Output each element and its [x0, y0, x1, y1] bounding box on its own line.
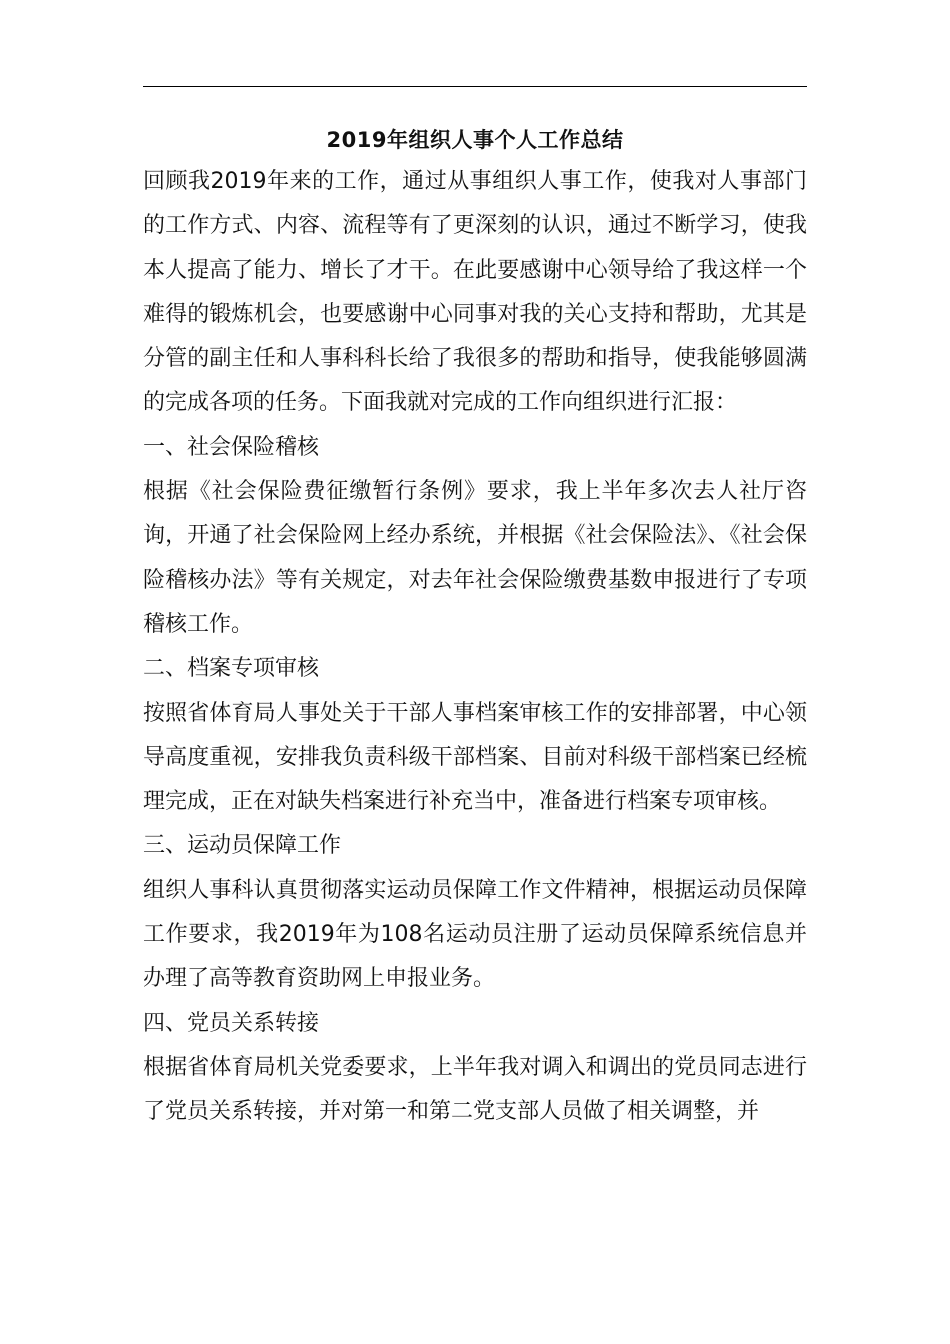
section-heading: 三、运动员保障工作 [143, 833, 342, 859]
intro-paragraph: 回顾我2019年来的工作，通过从事组织人事工作，使我对人事部门的工作方式、内容、流程等有了更深刻的认识，通过不断学习，使我本人提高了能力、增长了才干。在此要感谢中心领导给了我这样一个难得的锻炼机会，也要感谢中心同事对我的关心支持和帮助，尤其是分管的副主任和人事科科长给了我很多的帮助和指导，使我能够圆满的完成各项的任务。下面我就对完成的工作向组织进行汇报： [143, 169, 807, 416]
section-body: 按照省体育局人事处关于干部人事档案审核工作的安排部署，中心领导高度重视，安排我负责科级干部档案、目前对科级干部档案已经梳理完成，正在对缺失档案进行补充当中，准备进行档案专项审核。 [143, 700, 807, 815]
section-heading: 四、党员关系转接 [143, 1010, 320, 1036]
section-heading: 一、社会保险稽核 [143, 434, 320, 460]
section-body: 根据省体育局机关党委要求，上半年我对调入和调出的党员同志进行了党员关系转接，并对第一和第二党支部人员做了相关调整，并 [143, 1054, 807, 1125]
section-body: 根据《社会保险费征缴暂行条例》要求，我上半年多次去人社厅咨询，开通了社会保险网上经办系统，并根据《社会保险法》、《社会保险稽核办法》等有关规定，对去年社会保险缴费基数申报进行了专项稽核工作。 [143, 479, 807, 637]
document-body [143, 120, 807, 1135]
section-athlete-support [143, 824, 807, 1001]
section-body: 组织人事科认真贯彻落实运动员保障工作文件精神，根据运动员保障工作要求，我2019年为108名运动员注册了运动员保障系统信息并办理了高等教育资助网上申报业务。 [143, 877, 807, 992]
section-social-insurance [143, 426, 807, 647]
section-heading: 二、档案专项审核 [143, 656, 320, 682]
section-party-transfer [143, 1002, 807, 1135]
header-rule [143, 86, 807, 87]
section-archive-review [143, 647, 807, 824]
document-title: 2019年组织人事个人工作总结 [326, 128, 624, 152]
